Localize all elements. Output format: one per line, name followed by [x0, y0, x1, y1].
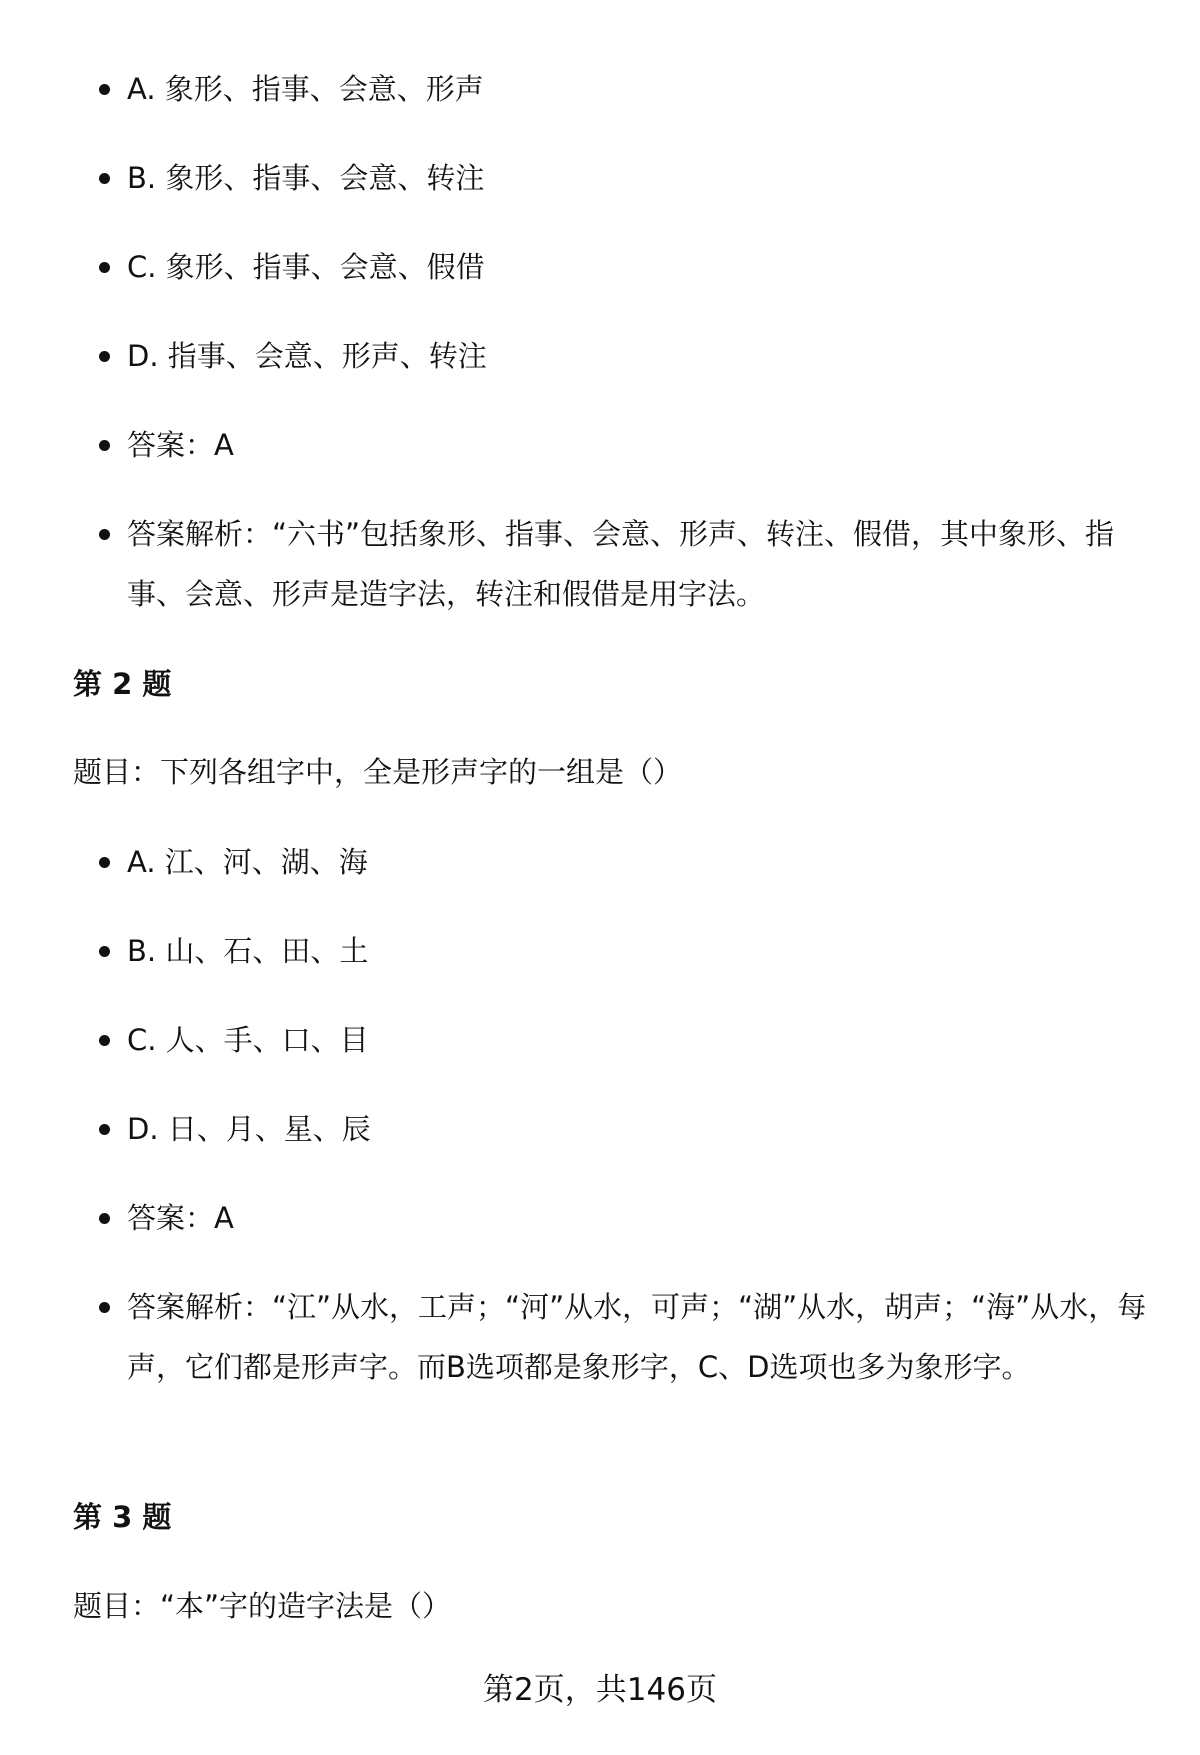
q2-heading: 第 2 题 [73, 667, 172, 701]
q3-heading: 第 3 题 [73, 1500, 172, 1534]
q2-option-b: B. 山、石、田、土 [127, 934, 369, 968]
bullet-icon [99, 1302, 110, 1313]
q2-answer: 答案：A [127, 1201, 234, 1235]
q2-question: 题目：下列各组字中，全是形声字的一组是（） [73, 755, 683, 789]
q2-option-a: A. 江、河、湖、海 [127, 845, 368, 879]
bullet-icon [99, 351, 110, 362]
q1-option-d: D. 指事、会意、形声、转注 [127, 339, 487, 373]
bullet-icon [99, 173, 110, 184]
q1-analysis: 答案解析：“六书”包括象形、指事、会意、形声、转注、假借，其中象形、指事、会意、形声是造字法，转注和假借是用字法。 [127, 517, 1115, 611]
q2-option-c: C. 人、手、口、目 [127, 1023, 369, 1057]
bullet-icon [99, 857, 110, 868]
q1-option-a: A. 象形、指事、会意、形声 [127, 72, 484, 106]
bullet-icon [99, 84, 110, 95]
q2-option-d: D. 日、月、星、辰 [127, 1112, 371, 1146]
q1-option-c: C. 象形、指事、会意、假借 [127, 250, 485, 284]
q2-analysis: 答案解析：“江”从水，工声；“河”从水，可声；“湖”从水，胡声；“海”从水，每声，它们都是形声字。而B选项都是象形字，C、D选项也多为象形字。 [127, 1290, 1147, 1384]
q3-question: 题目：“本”字的造字法是（） [73, 1589, 452, 1623]
bullet-icon [99, 1035, 110, 1046]
q1-answer: 答案：A [127, 428, 234, 462]
bullet-icon [99, 1213, 110, 1224]
bullet-icon [99, 946, 110, 957]
bullet-icon [99, 1124, 110, 1135]
bullet-icon [99, 440, 110, 451]
bullet-icon [99, 262, 110, 273]
bullet-icon [99, 529, 110, 540]
q1-option-b: B. 象形、指事、会意、转注 [127, 161, 485, 195]
page-number-footer: 第2页，共146页 [483, 1672, 717, 1708]
